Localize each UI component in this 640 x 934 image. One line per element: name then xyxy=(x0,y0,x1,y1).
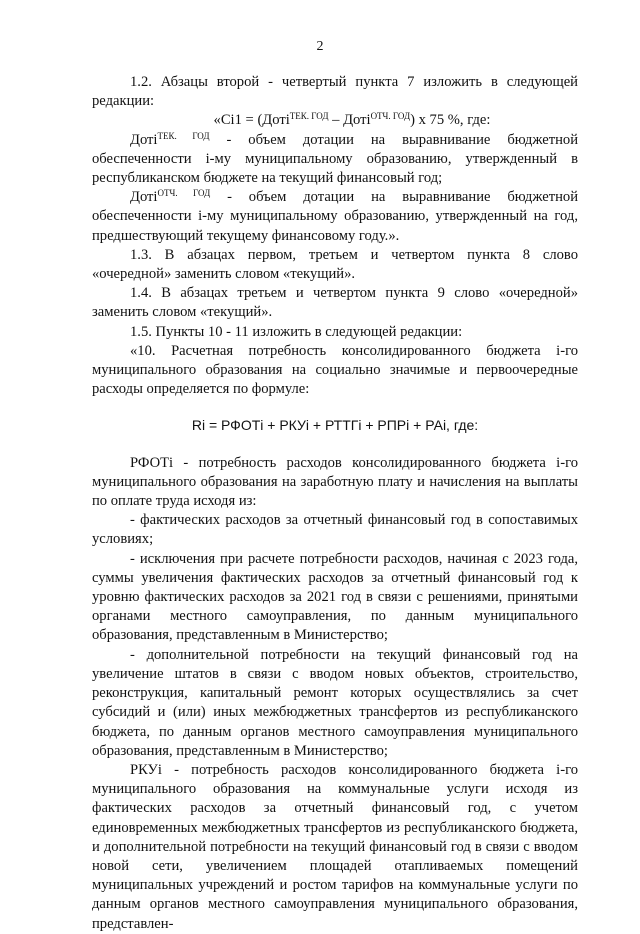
paragraph-1-2: 1.2. Абзацы второй - четвертый пункта 7 изложить в следующей редакции: xyxy=(92,74,578,110)
page-number: 2 xyxy=(316,39,324,54)
paragraph-rfot: РФОТi - потребность расходов консолидированного бюджета i-го муниципального образования на заработную плату и начисления на выплаты по оплате труда исходя из: xyxy=(92,454,578,510)
bullet-actual-expenses: - фактических расходов за отчетный финансовый год в сопоставимых условиях; xyxy=(92,512,578,548)
definition-dot-tek xyxy=(92,131,578,189)
paragraph-1-3: 1.3. В абзацах первом, третьем и четвертом пункта 8 слово «очередной» заменить словом «текущий». xyxy=(92,246,578,283)
formula-ri: Ri = РФОТi + РКУi + РТТГi + РПРi + РАi, где: xyxy=(191,417,479,434)
bullet-exclusion: - исключения при расчете потребности расходов, начиная с 2023 года, суммы увеличения фактических расходов за отчетный финансовый год к уровню фактических расходов за 2021 год в связи с решениями, принятыми органами местного самоуправления, по данным муниципального образования, представленным в Министерство; xyxy=(92,550,578,644)
document-body xyxy=(92,73,578,934)
definition-dot-otch xyxy=(92,188,578,246)
definition-dot-tek-text: - объем дотации на выравнивание бюджетной обеспеченности i-му муниципальному образованию, утвержденный в республиканском бюджете на текущий финансовый год; xyxy=(92,131,579,187)
definition-dot-tek-sup: ТЕК. ГОД xyxy=(157,130,210,141)
paragraph-1-5: 1.5. Пункты 10 - 11 изложить в следующей редакции: xyxy=(130,323,463,340)
definition-dot-otch-term: Доті xyxy=(130,189,158,206)
definition-dot-otch-sup: ОТЧ. ГОД xyxy=(157,188,211,199)
definition-dot-otch-text: - объем дотации на выравнивание бюджетной обеспеченности i-му муниципальному образованию, утвержденный на год, предшествующий текущему финансовому году.». xyxy=(92,189,578,244)
formula-ci1 xyxy=(92,111,578,130)
formula-ci1-sup-otch: ОТЧ. ГОД xyxy=(370,111,411,122)
formula-ci1-sup-tek: ТЕК. ГОД xyxy=(289,111,329,122)
paragraph-1-4: 1.4. В абзацах третьем и четвертом пункта 9 слово «очередной» заменить словом «текущий». xyxy=(92,285,578,321)
paragraph-10: «10. Расчетная потребность консолидированного бюджета i-го муниципального образования на социально значимые и первоочередные расходы определяется по формуле: xyxy=(92,342,578,398)
paragraph-rku: РКУi - потребность расходов консолидированного бюджета i-го муниципального образования на коммунальные услуги исходя из фактических расходов за отчетный финансовый год, с учетом единовременных межбюджетных трансфертов из республиканского бюджета, и дополнительной потребности на текущий финансовый год в связи с вводом новой сети, увеличением площадей отапливаемых помещений муниципальных учреждений и ростом тарифов на коммунальные услуги по данным органов местного самоуправления муниципального образования, представлен- xyxy=(92,761,578,932)
formula-ci1-end: ) х 75 %, где: xyxy=(410,112,491,129)
formula-ci1-start: «Ci1 = (Доті xyxy=(213,112,290,129)
bullet-additional-need: - дополнительной потребности на текущий финансовый год на увеличение штатов в связи с вводом новых объектов, строительство, реконструкция, капитальный ремонт которых осуществлялись за счет субсидий и (или) иных межбюджетных трансфертов из республиканского бюджета, по данным органов местного самоуправления муниципального образования, представленным в Министерство; xyxy=(92,646,578,759)
definition-dot-tek-term: Доті xyxy=(130,131,158,148)
formula-ci1-mid: – Доті xyxy=(328,112,371,129)
